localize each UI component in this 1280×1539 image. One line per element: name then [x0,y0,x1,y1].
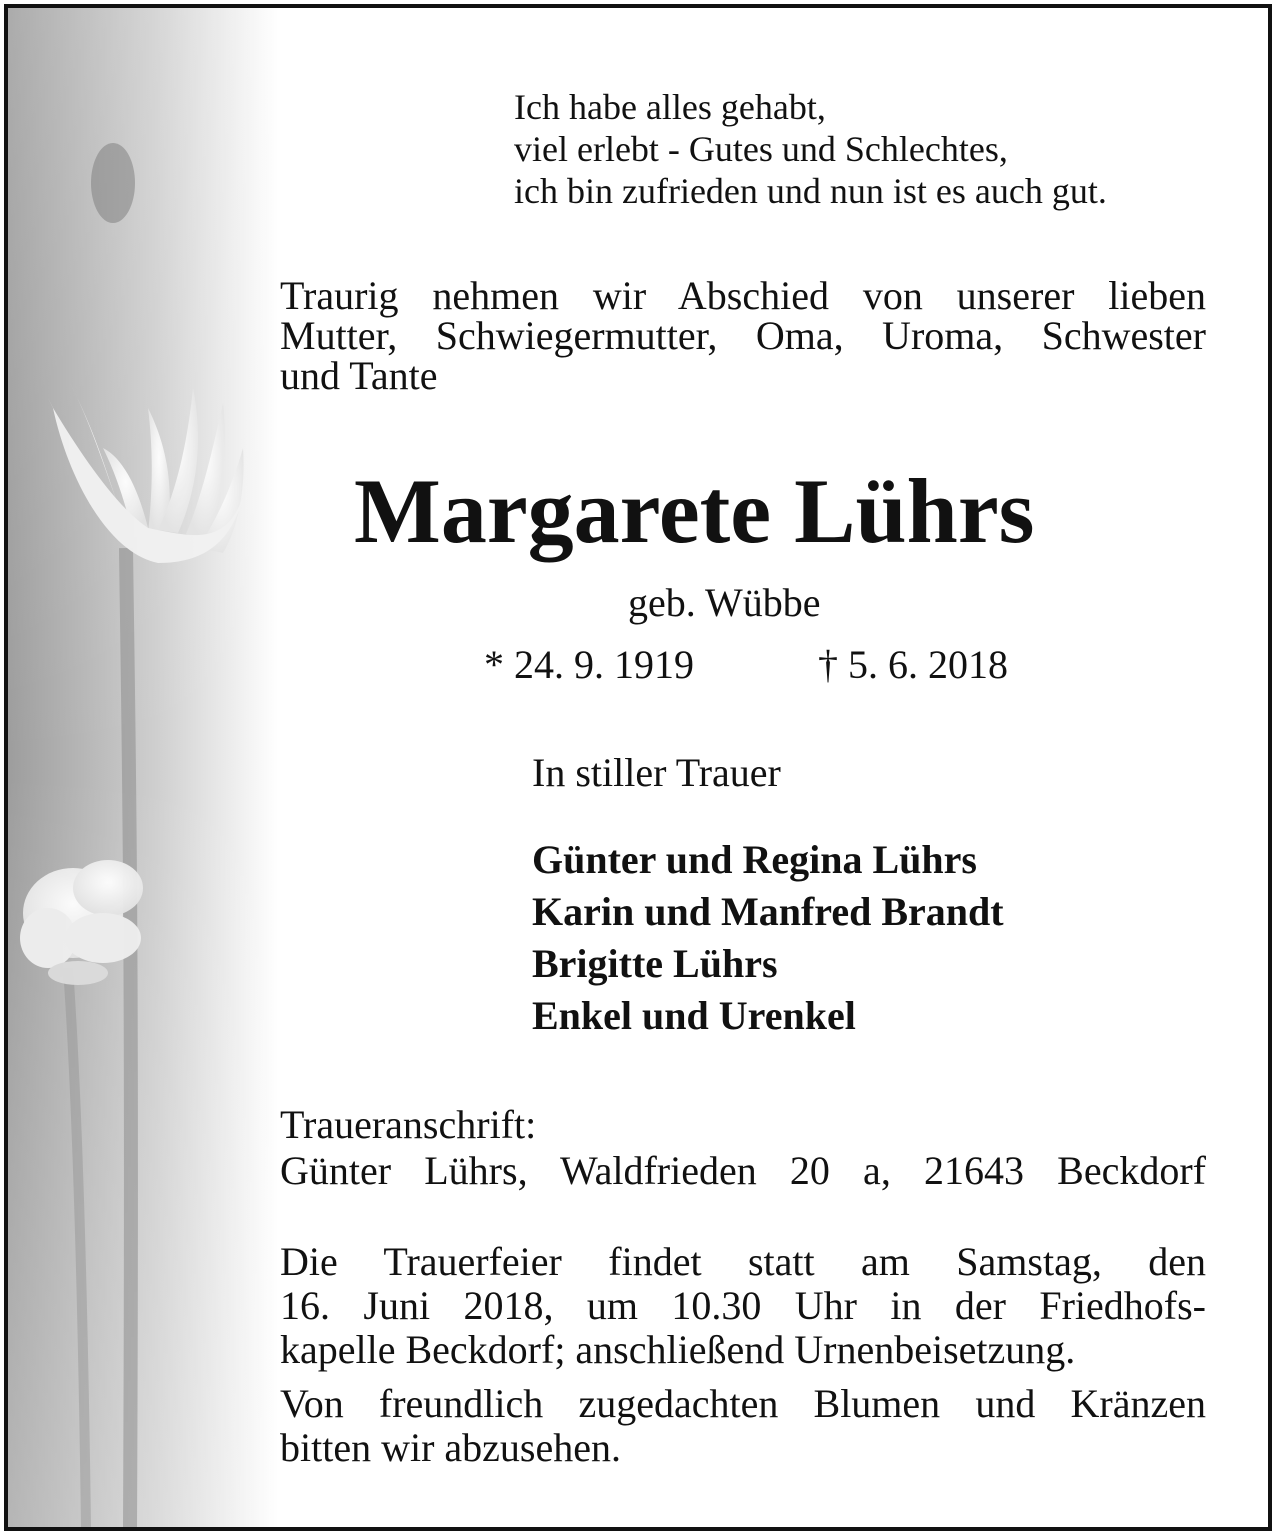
service-line: 16. Juni 2018, um 10.30 Uhr in der Friedhofs- [280,1283,1206,1328]
mourner-name: Günter und Regina Lührs [532,837,977,882]
poem-line: ich bin zufrieden und nun ist es auch gut. [514,171,1107,211]
mourner-name: Brigitte Lührs [532,941,778,986]
address-line: Günter Lührs, Waldfrieden 20 a, 21643 Beckdorf [280,1148,1206,1193]
poem [514,86,1214,212]
flowers-line: Von freundlich zugedachten Blumen und Kränzen [280,1381,1206,1426]
farewell-intro [280,273,1206,398]
flowers-line: bitten wir abzusehen. [280,1425,621,1470]
address-label: Traueranschrift: [280,1102,537,1147]
maiden-name: geb. Wübbe [628,580,821,625]
mourning-heading: In stiller Trauer [532,750,781,795]
intro-line: und Tante [280,353,438,398]
obituary-frame [4,4,1272,1531]
mourners-list [532,834,1004,1042]
intro-line: Traurig nehmen wir Abschied von unserer lieben [280,273,1206,318]
death-date: † 5. 6. 2018 [818,642,1008,687]
service-line: kapelle Beckdorf; anschließend Urnenbeisetzung. [280,1327,1076,1372]
intro-line: Mutter, Schwiegermutter, Oma, Uroma, Schwester [280,313,1206,358]
service-line: Die Trauerfeier findet statt am Samstag, den [280,1239,1206,1284]
birth-date: * 24. 9. 1919 [484,642,694,687]
poem-line: viel erlebt - Gutes und Schlechtes, [514,129,1008,169]
mourner-name: Enkel und Urenkel [532,993,856,1038]
poem-line: Ich habe alles gehabt, [514,87,826,127]
mourner-name: Karin und Manfred Brandt [532,889,1004,934]
funeral-service-info [280,1240,1206,1372]
mourning-address [280,1102,1206,1194]
deceased-name: Margarete Lührs [354,460,1035,562]
flowers-request [280,1382,1206,1470]
